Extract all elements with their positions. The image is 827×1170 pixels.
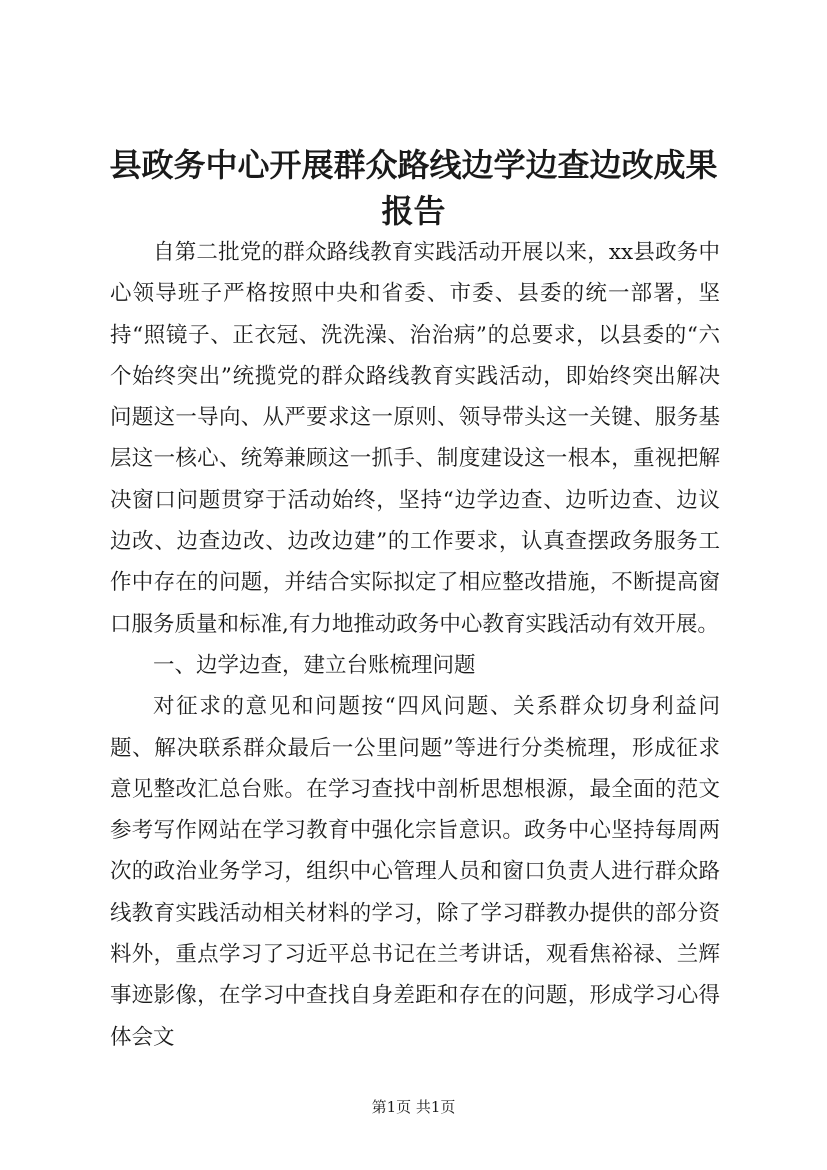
- paragraph-intro: 自第二批党的群众路线教育实践活动开展以来，xx县政务中心领导班子严格按照中央和省委、市委、县委的统一部署，坚持“照镜子、正衣冠、洗洗澡、治治病”的总要求，以县委的“六个始终突出”统揽党的群众路线教育实践活动，即始终突出解决问题这一导向、从严要求这一原则、领导带头这一关键、服务基层这一核心、统筹兼顾这一抓手、制度建设这一根本，重视把解决窗口问题贯穿于活动始终，坚持“边学边查、边听边查、边议边改、边查边改、边改边建”的工作要求，认真查摆政务服务工作中存在的问题，并结合实际拟定了相应整改措施，不断提高窗口服务质量和标准,有力地推动政务中心教育实践活动有效开展。: [110, 240, 720, 637]
- document-body: [110, 232, 720, 1058]
- document-title: 县政务中心开展群众路线边学边查边改成果报告: [109, 146, 718, 230]
- section-heading-1: 一、边学边查，建立台账梳理问题: [153, 652, 476, 678]
- paragraph-section-1: 对征求的意见和问题按“四风问题、关系群众切身利益问题、解决联系群众最后一公里问题”等进行分类梳理，形成征求意见整改汇总台账。在学习查找中剖析思想根源，最全面的范文参考写作网站在学习教育中强化宗旨意识。政务中心坚持每周两次的政治业务学习，组织中心管理人员和窗口负责人进行群众路线教育实践活动相关材料的学习，除了学习群教办提供的部分资料外，重点学习了习近平总书记在兰考讲话，观看焦裕禄、兰辉事迹影像，在学习中查找自身差距和存在的问题，形成学习心得体会文: [110, 694, 720, 1050]
- page-footer: 第1页 共1页: [371, 1098, 456, 1116]
